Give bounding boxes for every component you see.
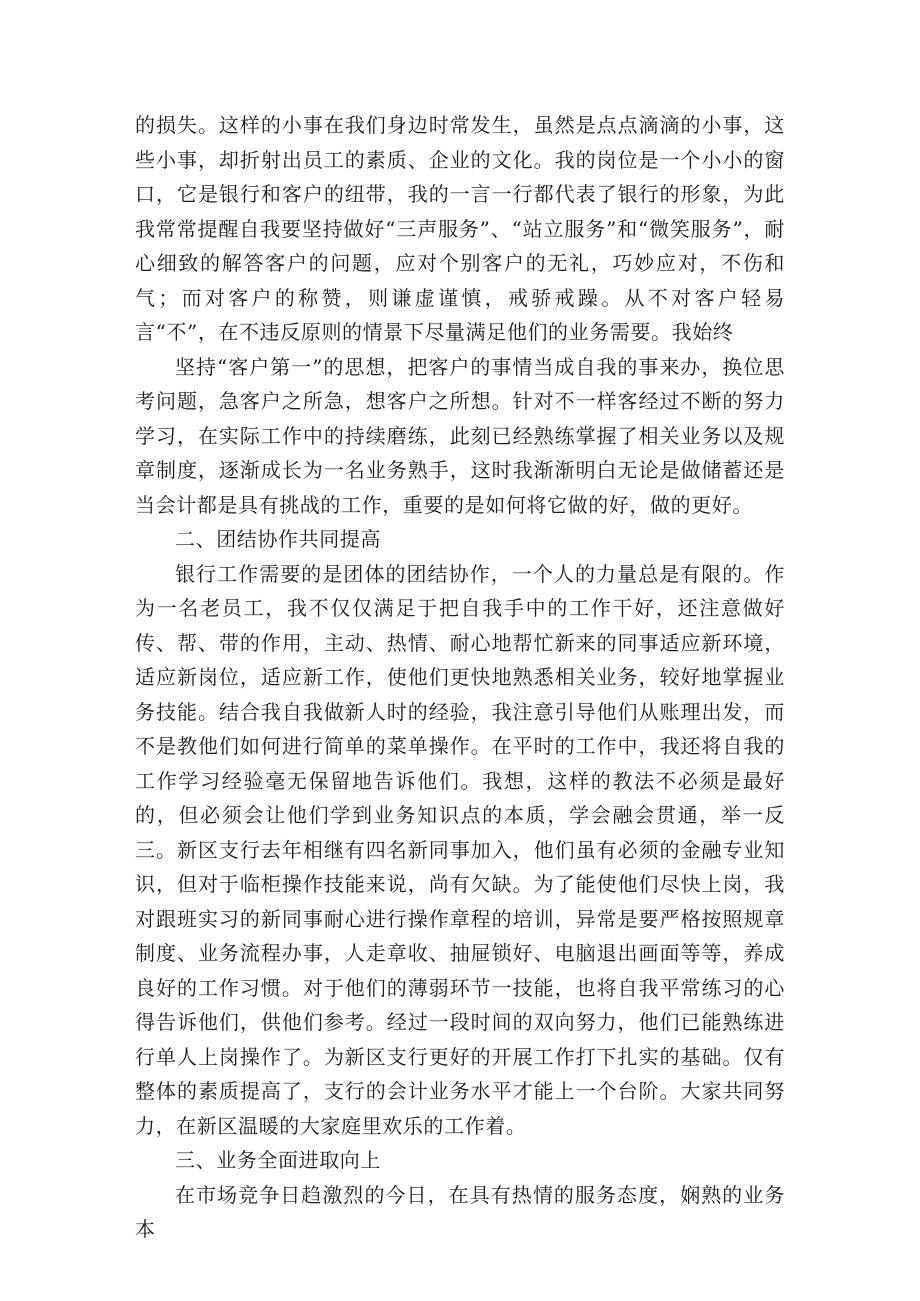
section-heading-3: 三、业务全面进取向上 [175,1148,381,1172]
paragraph-4: 在市场竞争日趋激烈的今日，在具有热情的服务态度，娴熟的业务本 [135,1182,785,1241]
paragraph-2: 坚持“客户第一”的思想，把客户的事情当成自我的事来办，换位思考问题，急客户之所急，想客户之所想。针对不一样客经过不断的努力学习，在实际工作中的持续磨练，此刻已经熟练掌握了相关业务以及规章制度，逐渐成长为一名业务熟手，这时我渐渐明白无论是做储蓄还是当会计都是具有挑战的工作，重要的是如何将它做的好，做的更好。 [135,354,785,517]
document-body [135,108,785,1247]
paragraph-1: 的损失。这样的小事在我们身边时常发生，虽然是点点滴滴的小事，这些小事，却折射出员工的素质、企业的文化。我的岗位是一个小小的窗口，它是银行和客户的纽带，我的一言一行都代表了银行的形象，为此我常常提醒自我要坚持做好“三声服务”、“站立服务”和“微笑服务”，耐心细致的解答客户的问题，应对个别客户的无礼，巧妙应对，不伤和气；而对客户的称赞，则谦虚谨慎，戒骄戒躁。从不对客户轻易言“不”，在不违反原则的情景下尽量满足他们的业务需要。我始终 [135,113,785,344]
section-heading-2: 二、团结协作共同提高 [175,527,381,551]
paragraph-3: 银行工作需要的是团体的团结协作，一个人的力量总是有限的。作为一名老员工，我不仅仅满足于把自我手中的工作干好，还注意做好传、帮、带的作用，主动、热情、耐心地帮忙新来的同事适应新环境，适应新岗位，适应新工作，使他们更快地熟悉相关业务，较好地掌握业务技能。结合我自我做新人时的经验，我注意引导他们从账理出发，而不是教他们如何进行简单的菜单操作。在平时的工作中，我还将自我的工作学习经验毫无保留地告诉他们。我想，这样的教法不必须是最好的，但必须会让他们学到业务知识点的本质，学会融会贯通，举一反三。新区支行去年相继有四名新同事加入，他们虽有必须的金融专业知识，但对于临柜操作技能来说，尚有欠缺。为了能使他们尽快上岗，我对跟班实习的新同事耐心进行操作章程的培训，异常是要严格按照规章制度、业务流程办事，人走章收、抽屉锁好、电脑退出画面等等，养成良好的工作习惯。对于他们的薄弱环节一技能，也将自我平常练习的心得告诉他们，供他们参考。经过一段时间的双向努力，他们已能熟练进行单人上岗操作了。为新区支行更好的开展工作打下扎实的基础。仅有整体的素质提高了，支行的会计业务水平才能上一个台阶。大家共同努力，在新区温暖的大家庭里欢乐的工作着。 [135,561,785,1138]
